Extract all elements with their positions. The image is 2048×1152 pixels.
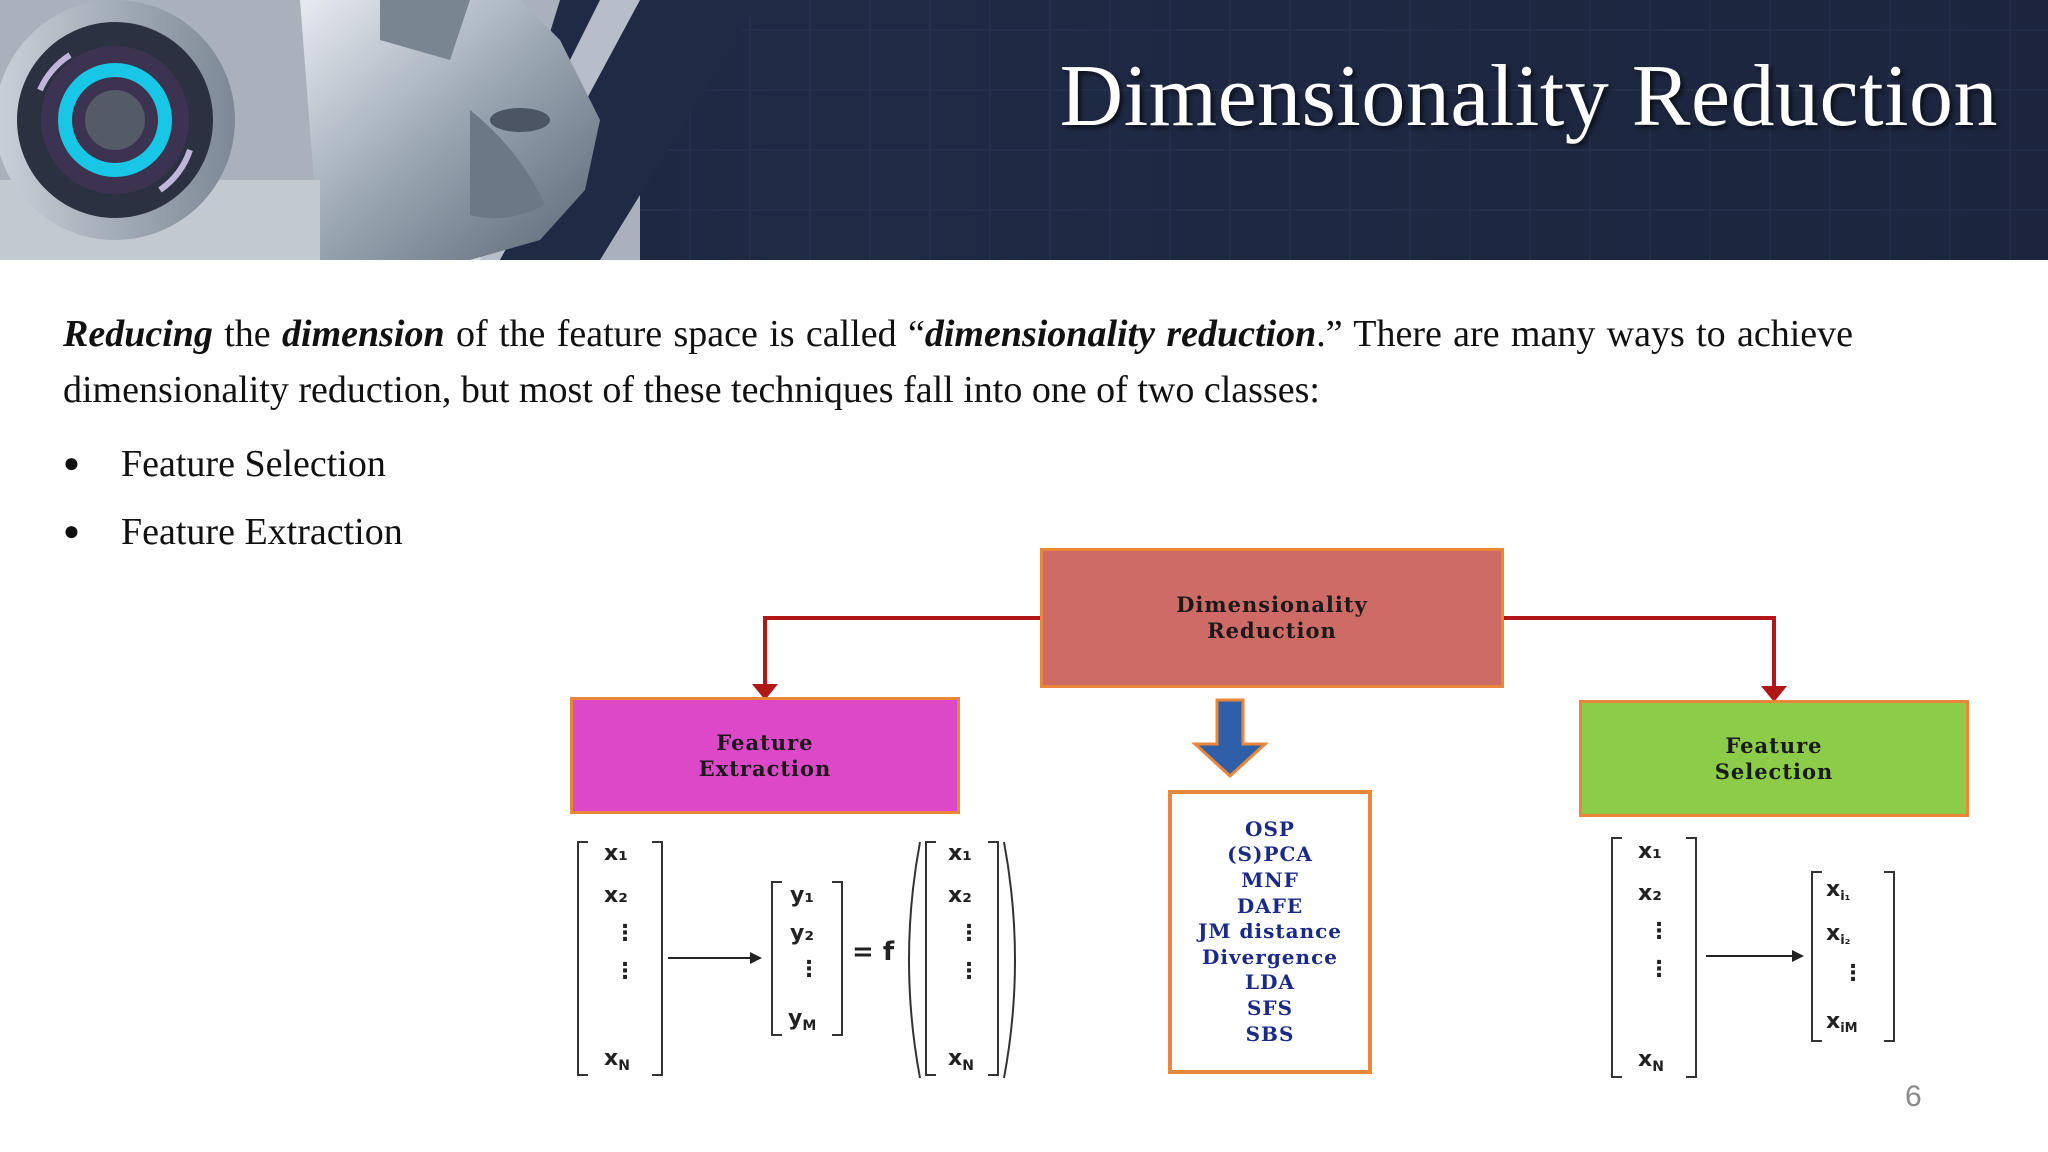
method-item: SBS [1245,1021,1295,1046]
ext-vdots-2: ⋮ [614,959,636,984]
method-item: MNF [1241,868,1299,893]
emphasis-dimensionality-reduction: dimensionality reduction [924,313,1317,355]
bullet-dot-icon: ● [63,516,80,547]
extraction-function-vector [909,841,1015,1078]
bullet-label: Feature Extraction [121,511,403,553]
fn-xN: $x_N$ [948,1046,974,1074]
selection-output-vector [1812,872,1894,1041]
dimensionality-reduction-diagram [560,540,1980,1090]
selection-arrow [1706,950,1804,962]
bullet-label: Feature Selection [121,443,386,485]
ext-xN: $x_N$ [604,1046,630,1074]
bullet-dot-icon: ● [63,448,80,479]
sel-xi1: xi₁ [1826,877,1851,904]
sel-xiM: xiM [1826,1009,1858,1036]
fn-x1: x₁ [948,841,972,866]
connector-to-selection [1502,618,1774,690]
sel-xi2: xi₂ [1826,921,1851,948]
sel-x2: x₂ [1638,881,1662,906]
slide-title: Dimensionality Reduction [1059,48,1998,145]
intro-text-2: of the feature space is called “ [444,313,925,355]
down-arrow-icon [1195,700,1265,776]
header-banner [0,0,2048,260]
sel-vdots-1: ⋮ [1648,919,1670,944]
fn-vdots-2: ⋮ [958,959,980,984]
extraction-input-vector [578,841,662,1075]
sel-x1: x₁ [1638,839,1662,864]
intro-paragraph [63,306,1853,418]
intro-text-3: .” There are many ways to achieve dimensionality reduction, but most of these techniques fall into one of two classes: [63,313,1853,411]
method-item: LDA [1245,970,1295,995]
robot-head-image [0,0,760,260]
emphasis-dimension: dimension [282,313,445,355]
ext-y2: y₂ [790,921,814,946]
ext-y-vdots: ⋮ [798,957,820,982]
bullet-list [63,434,403,570]
extraction-output-vector [772,882,895,1035]
extraction-arrow [668,952,762,964]
sel-xN: $x_N$ [1638,1047,1664,1075]
method-item: DAFE [1236,893,1304,918]
sel-vdots-2: ⋮ [1648,957,1670,982]
bullet-item-feature-selection [63,434,403,502]
box-feature-extraction: Feature Extraction [570,697,960,814]
method-item: JM distance [1197,919,1343,944]
page-number: 6 [1905,1080,1922,1113]
box-methods-list [1168,790,1372,1074]
box-dimensionality-reduction: Dimensionality Reduction [1040,548,1504,688]
sel-vdots-out: ⋮ [1842,961,1864,986]
ext-y1: y₁ [790,883,814,908]
method-item: (S)PCA [1227,842,1313,867]
emphasis-reducing: Reducing [63,313,213,355]
ext-equals-f: = f [852,937,895,967]
ext-x2: x₂ [604,883,628,908]
intro-text-1: the [212,313,283,355]
bullet-item-feature-extraction [63,502,403,570]
fn-x2: x₂ [948,883,972,908]
fn-vdots-1: ⋮ [958,921,980,946]
ext-x1: x₁ [604,841,628,866]
ext-vdots-1: ⋮ [614,921,636,946]
connector-to-extraction [765,618,1042,688]
method-item: OSP [1245,816,1295,841]
method-item: Divergence [1202,944,1338,969]
method-item: SFS [1246,995,1294,1020]
box-feature-selection: Feature Selection [1579,700,1969,817]
selection-input-vector [1612,838,1696,1077]
ext-yM: $y_M$ [788,1006,817,1034]
